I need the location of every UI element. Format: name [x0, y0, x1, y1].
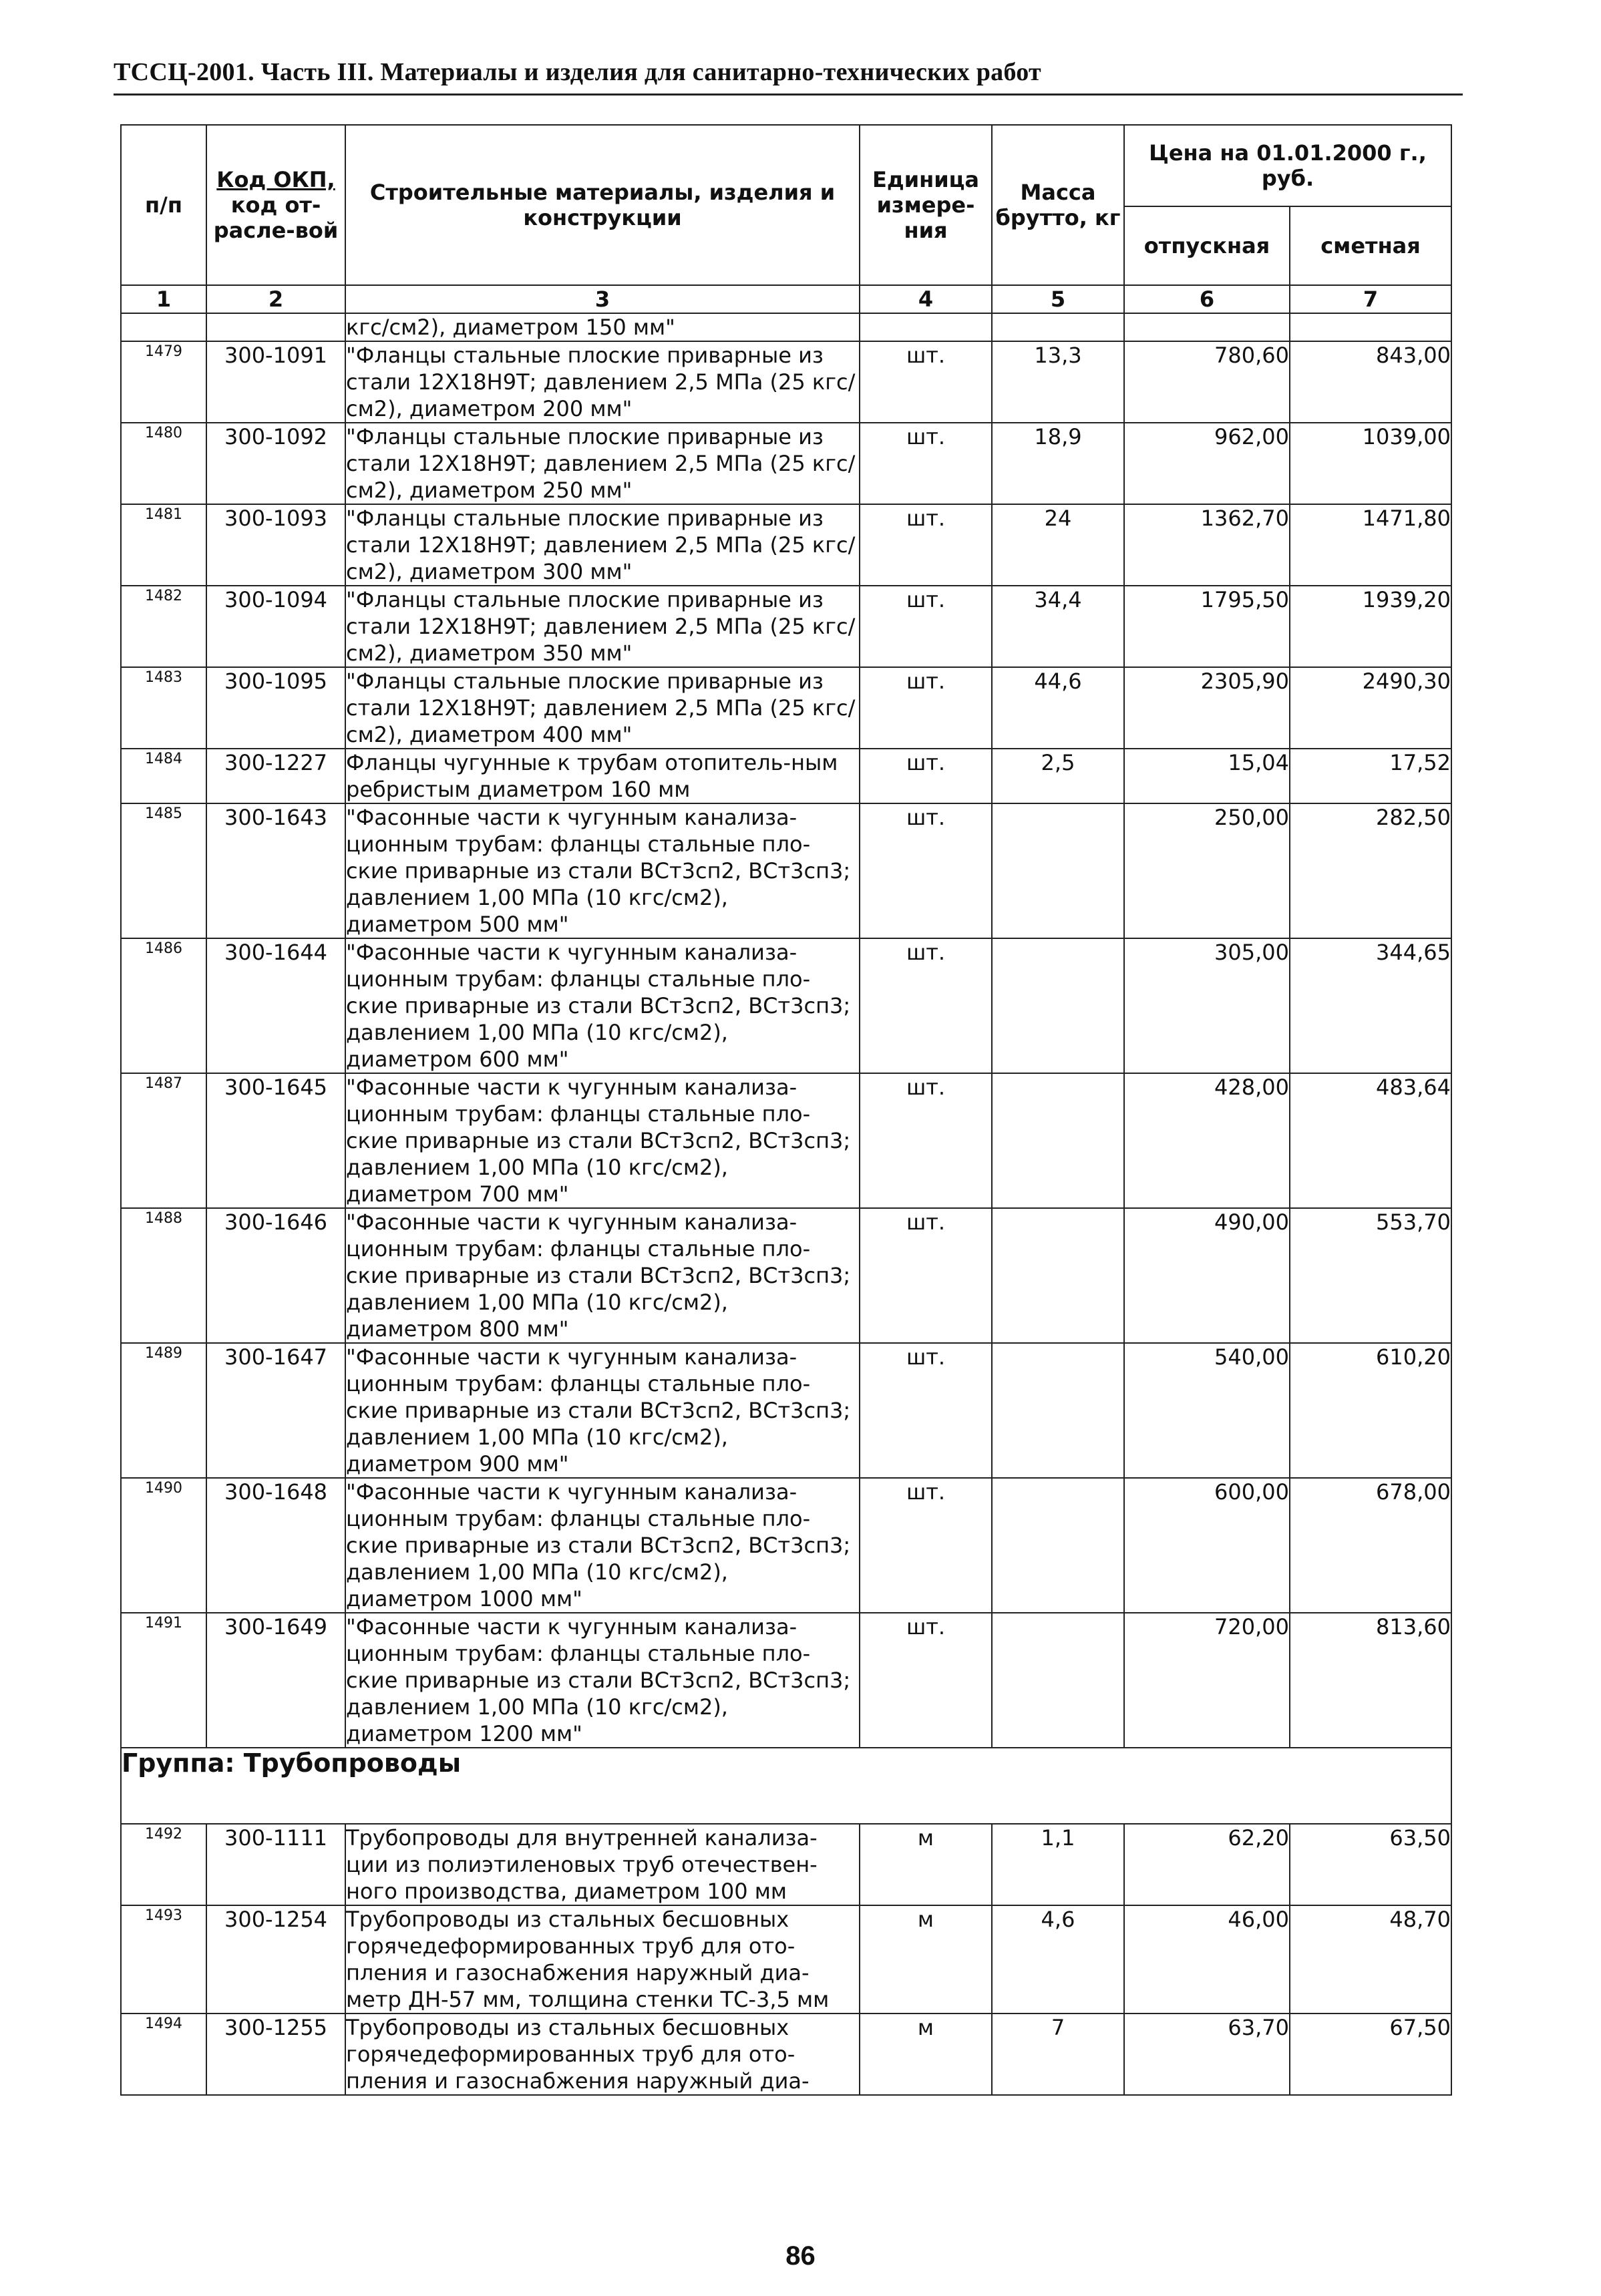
row-number: 1490: [121, 1478, 206, 1613]
row-unit: шт.: [860, 1208, 992, 1343]
row-price-estimate: 678,00: [1290, 1478, 1451, 1613]
row-unit: шт.: [860, 423, 992, 504]
row-number: 1491: [121, 1613, 206, 1748]
row-description: "Фасонные части к чугунным канализа-ционным трубам: фланцы стальные пло-ские приварные из стали ВСт3сп2, ВСт3сп3; давлением 1,00 МПа (10 кгс/см2), диаметром 1200 мм": [345, 1613, 860, 1748]
row-price-release: 2305,90: [1124, 667, 1290, 749]
row-number: 1486: [121, 938, 206, 1073]
table-row: [121, 341, 1451, 423]
column-number: 4: [860, 285, 992, 313]
table-row: [121, 803, 1451, 938]
row-mass: [992, 938, 1124, 1073]
header-price-release: отпускная: [1124, 206, 1290, 285]
row-code: 300-1645: [206, 1073, 345, 1208]
row-price-release: 250,00: [1124, 803, 1290, 938]
row-code: 300-1644: [206, 938, 345, 1073]
row-description: "Фланцы стальные плоские приварные из стали 12Х18Н9Т; давлением 2,5 МПа (25 кгс/см2), диаметром 200 мм": [345, 341, 860, 423]
header-code-top: Код ОКП,: [216, 167, 335, 192]
row-price-estimate: 610,20: [1290, 1343, 1451, 1478]
row-description: "Фасонные части к чугунным канализа-ционным трубам: фланцы стальные пло-ские приварные из стали ВСт3сп2, ВСт3сп3; давлением 1,00 МПа (10 кгс/см2), диаметром 900 мм": [345, 1343, 860, 1478]
table-row: [121, 1478, 1451, 1613]
row-number: 1488: [121, 1208, 206, 1343]
row-code: 300-1092: [206, 423, 345, 504]
row-description: "Фланцы стальные плоские приварные из стали 12Х18Н9Т; давлением 2,5 МПа (25 кгс/см2), диаметром 250 мм": [345, 423, 860, 504]
row-price-estimate: 553,70: [1290, 1208, 1451, 1343]
row-price-release: 1362,70: [1124, 504, 1290, 586]
header-unit: Единица измере-ния: [860, 125, 992, 285]
row-code: 300-1095: [206, 667, 345, 749]
row-unit: шт.: [860, 667, 992, 749]
row-price-release: 720,00: [1124, 1613, 1290, 1748]
row-mass: 2,5: [992, 749, 1124, 803]
row-code: 300-1646: [206, 1208, 345, 1343]
row-price-release: 46,00: [1124, 1905, 1290, 2014]
row-unit: шт.: [860, 504, 992, 586]
row-mass: [992, 1613, 1124, 1748]
running-header: ТССЦ-2001. Часть III. Материалы и изделия для санитарно-технических работ: [114, 58, 1042, 86]
row-mass: 13,3: [992, 341, 1124, 423]
row-mass: 24: [992, 504, 1124, 586]
price-table: [120, 124, 1452, 2096]
row-description: Трубопроводы из стальных бесшовных горячедеформированных труб для ото-пления и газоснабжения наружный диа-метр ДН-57 мм, толщина стенки ТС-3,5 мм: [345, 1905, 860, 2014]
table-row: [121, 423, 1451, 504]
table-body-pipelines: [121, 1824, 1451, 2095]
row-code: 300-1255: [206, 2014, 345, 2095]
table-body-flanges: [121, 341, 1451, 1748]
row-price-estimate: 1039,00: [1290, 423, 1451, 504]
row-number: 1494: [121, 2014, 206, 2095]
row-number: 1493: [121, 1905, 206, 2014]
header-price-estimate: сметная: [1290, 206, 1451, 285]
table-row: [121, 1208, 1451, 1343]
row-price-estimate: 344,65: [1290, 938, 1451, 1073]
row-mass: 18,9: [992, 423, 1124, 504]
row-code: 300-1091: [206, 341, 345, 423]
row-code: 300-1648: [206, 1478, 345, 1613]
row-price-release: 490,00: [1124, 1208, 1290, 1343]
row-number: 1489: [121, 1343, 206, 1478]
row-mass: 1,1: [992, 1824, 1124, 1905]
header-code: [206, 125, 345, 285]
group-row: [121, 1748, 1451, 1824]
row-mass: 7: [992, 2014, 1124, 2095]
row-number: 1484: [121, 749, 206, 803]
row-number: 1483: [121, 667, 206, 749]
row-number: 1487: [121, 1073, 206, 1208]
table-row: [121, 749, 1451, 803]
row-price-estimate: 1939,20: [1290, 586, 1451, 667]
row-mass: [992, 1343, 1124, 1478]
table-row: [121, 1343, 1451, 1478]
row-unit: шт.: [860, 1478, 992, 1613]
row-number: 1480: [121, 423, 206, 504]
row-price-estimate: 282,50: [1290, 803, 1451, 938]
row-number: 1482: [121, 586, 206, 667]
table-row: [121, 667, 1451, 749]
row-code: 300-1111: [206, 1824, 345, 1905]
row-mass: 44,6: [992, 667, 1124, 749]
row-code: 300-1643: [206, 803, 345, 938]
row-description: "Фасонные части к чугунным канализа-ционным трубам: фланцы стальные пло-ские приварные из стали ВСт3сп2, ВСт3сп3; давлением 1,00 МПа (10 кгс/см2), диаметром 600 мм": [345, 938, 860, 1073]
row-price-release: 962,00: [1124, 423, 1290, 504]
row-price-release: 305,00: [1124, 938, 1290, 1073]
row-price-release: 780,60: [1124, 341, 1290, 423]
table-row: [121, 504, 1451, 586]
row-code: 300-1254: [206, 1905, 345, 2014]
row-mass: [992, 1073, 1124, 1208]
row-unit: шт.: [860, 938, 992, 1073]
row-price-estimate: 67,50: [1290, 2014, 1451, 2095]
row-price-release: 600,00: [1124, 1478, 1290, 1613]
header-rule: [114, 93, 1463, 95]
row-price-release: 428,00: [1124, 1073, 1290, 1208]
row-mass: [992, 803, 1124, 938]
row-description: Трубопроводы для внутренней канализа-ции из полиэтиленовых труб отечествен-ного производства, диаметром 100 мм: [345, 1824, 860, 1905]
row-unit: шт.: [860, 1073, 992, 1208]
row-unit: шт.: [860, 1613, 992, 1748]
row-mass: [992, 1208, 1124, 1343]
row-price-release: 15,04: [1124, 749, 1290, 803]
row-price-release: 540,00: [1124, 1343, 1290, 1478]
row-price-release: 62,20: [1124, 1824, 1290, 1905]
row-unit: м: [860, 1905, 992, 2014]
row-description: "Фланцы стальные плоские приварные из стали 12Х18Н9Т; давлением 2,5 МПа (25 кгс/см2), диаметром 350 мм": [345, 586, 860, 667]
column-number: 7: [1290, 285, 1451, 313]
continuation-row: [121, 313, 1451, 341]
row-description: "Фасонные части к чугунным канализа-ционным трубам: фланцы стальные пло-ские приварные из стали ВСт3сп2, ВСт3сп3; давлением 1,00 МПа (10 кгс/см2), диаметром 1000 мм": [345, 1478, 860, 1613]
row-code: 300-1649: [206, 1613, 345, 1748]
row-description: "Фасонные части к чугунным канализа-ционным трубам: фланцы стальные пло-ские приварные из стали ВСт3сп2, ВСт3сп3; давлением 1,00 МПа (10 кгс/см2), диаметром 700 мм": [345, 1073, 860, 1208]
row-number: 1492: [121, 1824, 206, 1905]
header-code-bottom: код от-расле-вой: [213, 192, 339, 243]
row-unit: шт.: [860, 1343, 992, 1478]
column-number: 1: [121, 285, 206, 313]
row-description: "Фасонные части к чугунным канализа-ционным трубам: фланцы стальные пло-ские приварные из стали ВСт3сп2, ВСт3сп3; давлением 1,00 МПа (10 кгс/см2), диаметром 500 мм": [345, 803, 860, 938]
row-number: 1485: [121, 803, 206, 938]
continuation-text: кгс/см2), диаметром 150 мм": [345, 313, 860, 341]
row-unit: м: [860, 2014, 992, 2095]
row-price-estimate: 813,60: [1290, 1613, 1451, 1748]
group-label: Группа: Трубопроводы: [121, 1748, 1451, 1824]
table-row: [121, 1905, 1451, 2014]
row-price-release: 1795,50: [1124, 586, 1290, 667]
column-number: 3: [345, 285, 860, 313]
row-price-release: 63,70: [1124, 2014, 1290, 2095]
table-row: [121, 1613, 1451, 1748]
row-unit: шт.: [860, 586, 992, 667]
row-price-estimate: 17,52: [1290, 749, 1451, 803]
table-row: [121, 2014, 1451, 2095]
table-row: [121, 1824, 1451, 1905]
header-price: Цена на 01.01.2000 г., руб.: [1124, 125, 1451, 206]
row-code: 300-1094: [206, 586, 345, 667]
row-description: "Фланцы стальные плоские приварные из стали 12Х18Н9Т; давлением 2,5 МПа (25 кгс/см2), диаметром 300 мм": [345, 504, 860, 586]
row-price-estimate: 843,00: [1290, 341, 1451, 423]
row-mass: 34,4: [992, 586, 1124, 667]
column-number: 2: [206, 285, 345, 313]
table-row: [121, 938, 1451, 1073]
table-row: [121, 1073, 1451, 1208]
row-description: "Фасонные части к чугунным канализа-ционным трубам: фланцы стальные пло-ские приварные из стали ВСт3сп2, ВСт3сп3; давлением 1,00 МПа (10 кгс/см2), диаметром 800 мм": [345, 1208, 860, 1343]
row-code: 300-1647: [206, 1343, 345, 1478]
row-code: 300-1227: [206, 749, 345, 803]
column-number: 5: [992, 285, 1124, 313]
row-code: 300-1093: [206, 504, 345, 586]
row-price-estimate: 2490,30: [1290, 667, 1451, 749]
row-unit: шт.: [860, 749, 992, 803]
row-description: Фланцы чугунные к трубам отопитель-ным ребристым диаметром 160 мм: [345, 749, 860, 803]
header-name: Строительные материалы, изделия и конструкции: [345, 125, 860, 285]
row-price-estimate: 1471,80: [1290, 504, 1451, 586]
row-mass: 4,6: [992, 1905, 1124, 2014]
row-price-estimate: 48,70: [1290, 1905, 1451, 2014]
row-unit: шт.: [860, 803, 992, 938]
header-mass: Масса брутто, кг: [992, 125, 1124, 285]
header-pp: п/п: [121, 125, 206, 285]
row-price-estimate: 483,64: [1290, 1073, 1451, 1208]
table-row: [121, 586, 1451, 667]
row-unit: шт.: [860, 341, 992, 423]
column-number: 6: [1124, 285, 1290, 313]
row-price-estimate: 63,50: [1290, 1824, 1451, 1905]
row-unit: м: [860, 1824, 992, 1905]
row-number: 1479: [121, 341, 206, 423]
page-number: 86: [785, 2241, 816, 2271]
row-mass: [992, 1478, 1124, 1613]
row-description: Трубопроводы из стальных бесшовных горячедеформированных труб для ото-пления и газоснабжения наружный диа-: [345, 2014, 860, 2095]
row-number: 1481: [121, 504, 206, 586]
row-description: "Фланцы стальные плоские приварные из стали 12Х18Н9Т; давлением 2,5 МПа (25 кгс/см2), диаметром 400 мм": [345, 667, 860, 749]
column-number-row: [121, 285, 1451, 313]
